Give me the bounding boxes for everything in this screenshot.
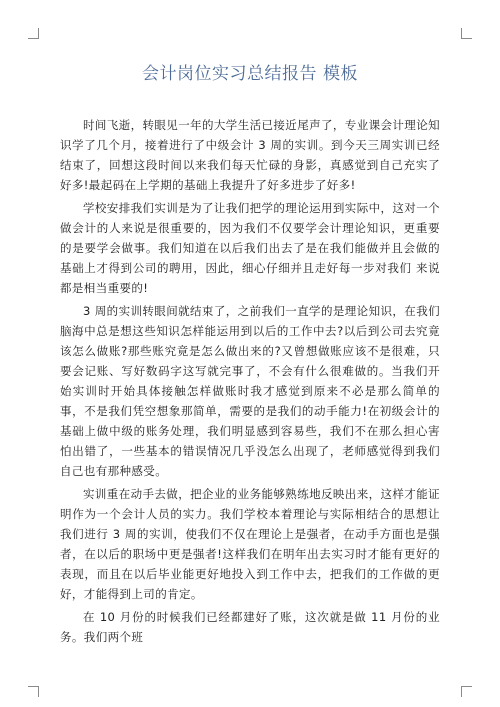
crop-mark-top-right: [461, 28, 472, 39]
paragraph-2: 学校安排我们实训是为了让我们把学的理论运用到实际中，这对一个做会计的人来说是很重要的，因为我们不仅要学会计理论知识，更重要的是要学会做事。我们知道在以后我们出去了是在我们能做并且会做的基础上才得到公司的聘用，因此，细心仔细并且走好每一步对我们 来说都是相当重要的!: [60, 201, 440, 295]
crop-mark-bottom-right: [461, 686, 472, 697]
paragraph-1: 时间飞逝，转眼见一年的大学生活已接近尾声了，专业课会计理论知识学了几个月，接着进行了中级会计 3 周的实训。到今天三周实训已经结束了，回想这段时间以来我们每天忙碌的身影，真感觉到自己充实了好多!最起码在上学期的基础上我提升了好多进步了好多!: [60, 118, 440, 192]
crop-mark-top-left: [28, 28, 39, 39]
paragraph-3: 3 周的实训转眼间就结束了，之前我们一直学的是理论知识，在我们脑海中总是想这些知识怎样能运用到以后的工作中去?以后到公司去究竟该怎么做账?那些账究竟是怎么做出来的?又曾想做账应该不是很难，只要会记账、写好数码字这写就完事了，不会有什么很难做的。当我们开始实训时开始具体接触怎样做账时我才感觉到原来不必是那么简单的事，不是我们凭空想象那简单，需要的是我们的动手能力!在初级会计的基础上做中级的账务处理，我们明显感到容易些，我们不在那么担心害怕出错了，一些基本的错误情况几乎没怎么出现了，老师感觉得到我们自己也有那种感受。: [60, 304, 440, 478]
crop-mark-bottom-left: [28, 686, 39, 697]
paragraph-5: 在 10 月份的时候我们已经都建好了账，这次就是做 11 月份的业务。我们两个班: [60, 610, 440, 644]
paragraph-4: 实训重在动手去做，把企业的业务能够熟练地反映出来，这样才能证明作为一个会计人员的实力。我们学校本着理论与实际相结合的思想让我们进行 3 周的实训，使我们不仅在理论上是强者，在动手方面也是强者，在以后的职场中更是强者!这样我们在明年出去实习时才能有更好的表现，而且在以后毕业能更好地投入到工作中去，把我们的工作做的更好，才能得到上司的肯定。: [60, 487, 440, 601]
document-title: 会计岗位实习总结报告 模板: [142, 64, 358, 84]
document-body: [60, 115, 440, 650]
